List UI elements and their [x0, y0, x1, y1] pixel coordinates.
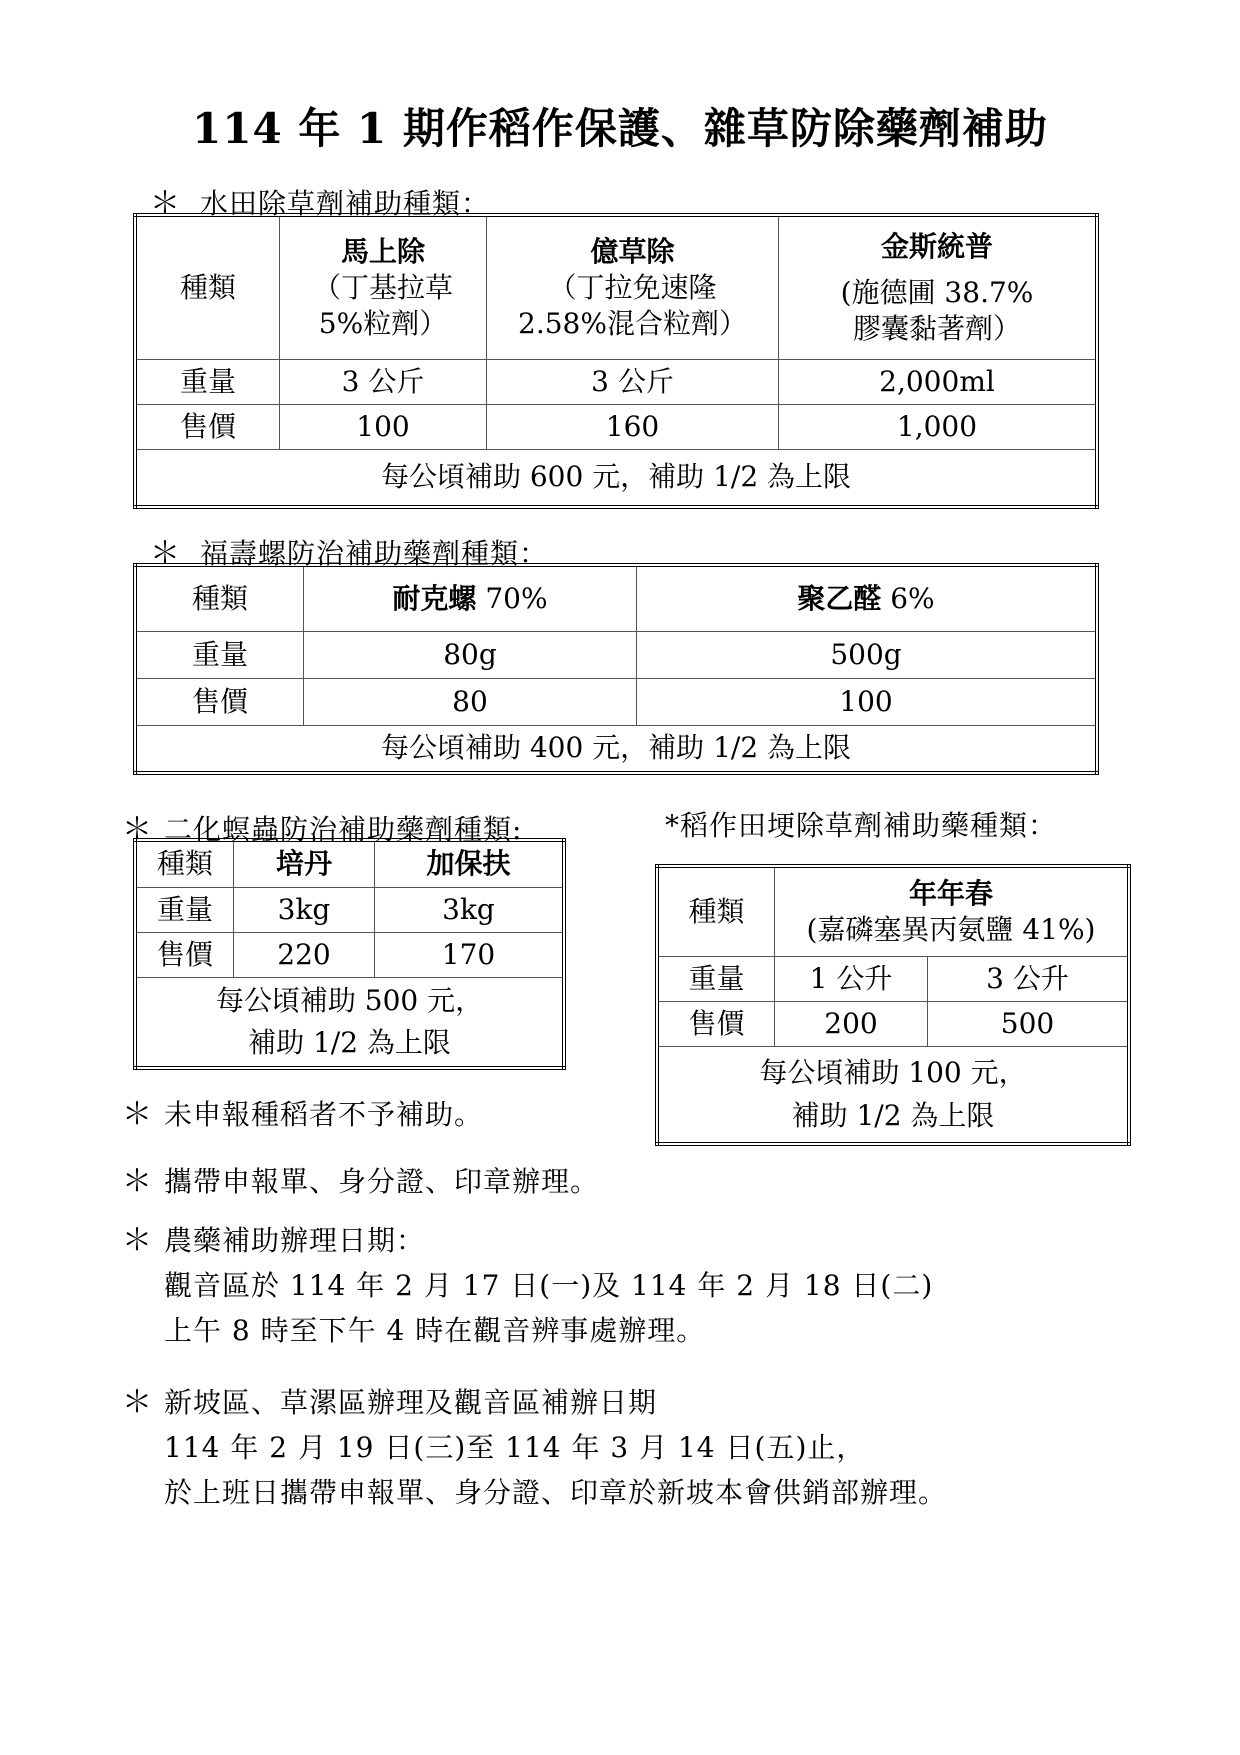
weight-cell: 3kg: [234, 887, 375, 932]
product-cell: 金斯統普 (施德圃 38.7% 膠囊黏著劑）: [779, 215, 1098, 359]
price-cell: 1,000: [779, 404, 1098, 449]
row-label: 種類: [135, 565, 304, 631]
asterisk-icon: ＊: [122, 812, 153, 847]
weight-cell: 3 公斤: [280, 359, 487, 404]
asterisk-icon: ＊: [122, 1164, 153, 1199]
product-cell: 加保扶: [375, 840, 565, 887]
product-cell: 培丹: [234, 840, 375, 887]
asterisk-icon: ＊: [150, 186, 181, 221]
price-cell: 100: [637, 678, 1098, 725]
subsidy-note: 每公頃補助 500 元， 補助 1/2 為上限: [135, 977, 564, 1068]
row-label: 售價: [135, 932, 234, 977]
ridge-table: [655, 864, 1131, 1146]
price-cell: 160: [487, 404, 779, 449]
row-label: 種類: [135, 840, 234, 887]
snail-table: [133, 563, 1099, 775]
product-cell: 年年春 (嘉磷塞異丙氨鹽 41%): [775, 866, 1130, 956]
weight-cell: 3 公升: [928, 956, 1130, 1001]
row-label: 重量: [657, 956, 775, 1001]
subsidy-note: 每公頃補助 600 元，補助 1/2 為上限: [135, 449, 1097, 507]
weight-cell: 500g: [637, 631, 1098, 678]
price-cell: 100: [280, 404, 487, 449]
row-label: 種類: [657, 866, 775, 956]
herbicide-table: [133, 213, 1099, 509]
row-label: 售價: [135, 404, 280, 449]
price-cell: 500: [928, 1001, 1130, 1046]
note-dates-guanyin: ＊ 農藥補助辦理日期： 觀音區於 114 年 2 月 17 日(一)及 114 年 2 月 18 日(二) 上午 8 時至下午 4 時在觀音辨事處辦理。: [122, 1223, 934, 1347]
row-label: 重量: [135, 359, 280, 404]
asterisk-icon: ＊: [150, 536, 181, 571]
page-title: 114 年 1 期作稻作保護、雜草防除藥劑補助: [192, 104, 1048, 153]
note-dates-xinpo: ＊ 新坡區、草漯區辦理及觀音區補辦日期 114 年 2 月 19 日(三)至 114 年 3 月 14 日(五)止， 於上班日攜帶申報單、身分證、印章於新坡本會供銷部辦理。: [122, 1385, 948, 1509]
price-cell: 80: [304, 678, 637, 725]
row-label: 重量: [135, 631, 304, 678]
product-cell: 耐克螺 70%: [304, 565, 637, 631]
row-label: 種類: [135, 215, 280, 359]
row-label: 售價: [657, 1001, 775, 1046]
weight-cell: 2,000ml: [779, 359, 1098, 404]
asterisk-icon: ＊: [122, 1223, 153, 1258]
borer-heading: ＊ 二化螟蟲防治補助藥劑種類:: [122, 804, 522, 848]
product-cell: 億草除 （丁拉免速隆 2.58%混合粒劑）: [487, 215, 779, 359]
price-cell: 220: [234, 932, 375, 977]
borer-table: [133, 838, 566, 1070]
subsidy-note: 每公頃補助 100 元， 補助 1/2 為上限: [657, 1046, 1129, 1144]
asterisk-icon: ＊: [122, 1097, 153, 1132]
weight-cell: 3kg: [375, 887, 565, 932]
snail-heading: ＊ 福壽螺防治補助藥劑種類：: [150, 528, 548, 572]
asterisk-icon: ＊: [122, 1385, 153, 1420]
weight-cell: 3 公斤: [487, 359, 779, 404]
subsidy-note: 每公頃補助 400 元，補助 1/2 為上限: [135, 725, 1097, 773]
weight-cell: 80g: [304, 631, 637, 678]
product-cell: 聚乙醛 6%: [637, 565, 1098, 631]
ridge-heading: *稻作田埂除草劑補助藥種類：: [665, 809, 1058, 842]
row-label: 重量: [135, 887, 234, 932]
weight-cell: 1 公升: [775, 956, 928, 1001]
note-documents: ＊ 攜帶申報單、身分證、印章辦理。: [122, 1164, 600, 1199]
product-cell: 馬上除 （丁基拉草 5%粒劑）: [280, 215, 487, 359]
note-no-report: ＊ 未申報種稻者不予補助。: [122, 1097, 484, 1132]
price-cell: 170: [375, 932, 565, 977]
herbicide-heading: ＊ 水田除草劑補助種類：: [150, 178, 490, 222]
row-label: 售價: [135, 678, 304, 725]
price-cell: 200: [775, 1001, 928, 1046]
